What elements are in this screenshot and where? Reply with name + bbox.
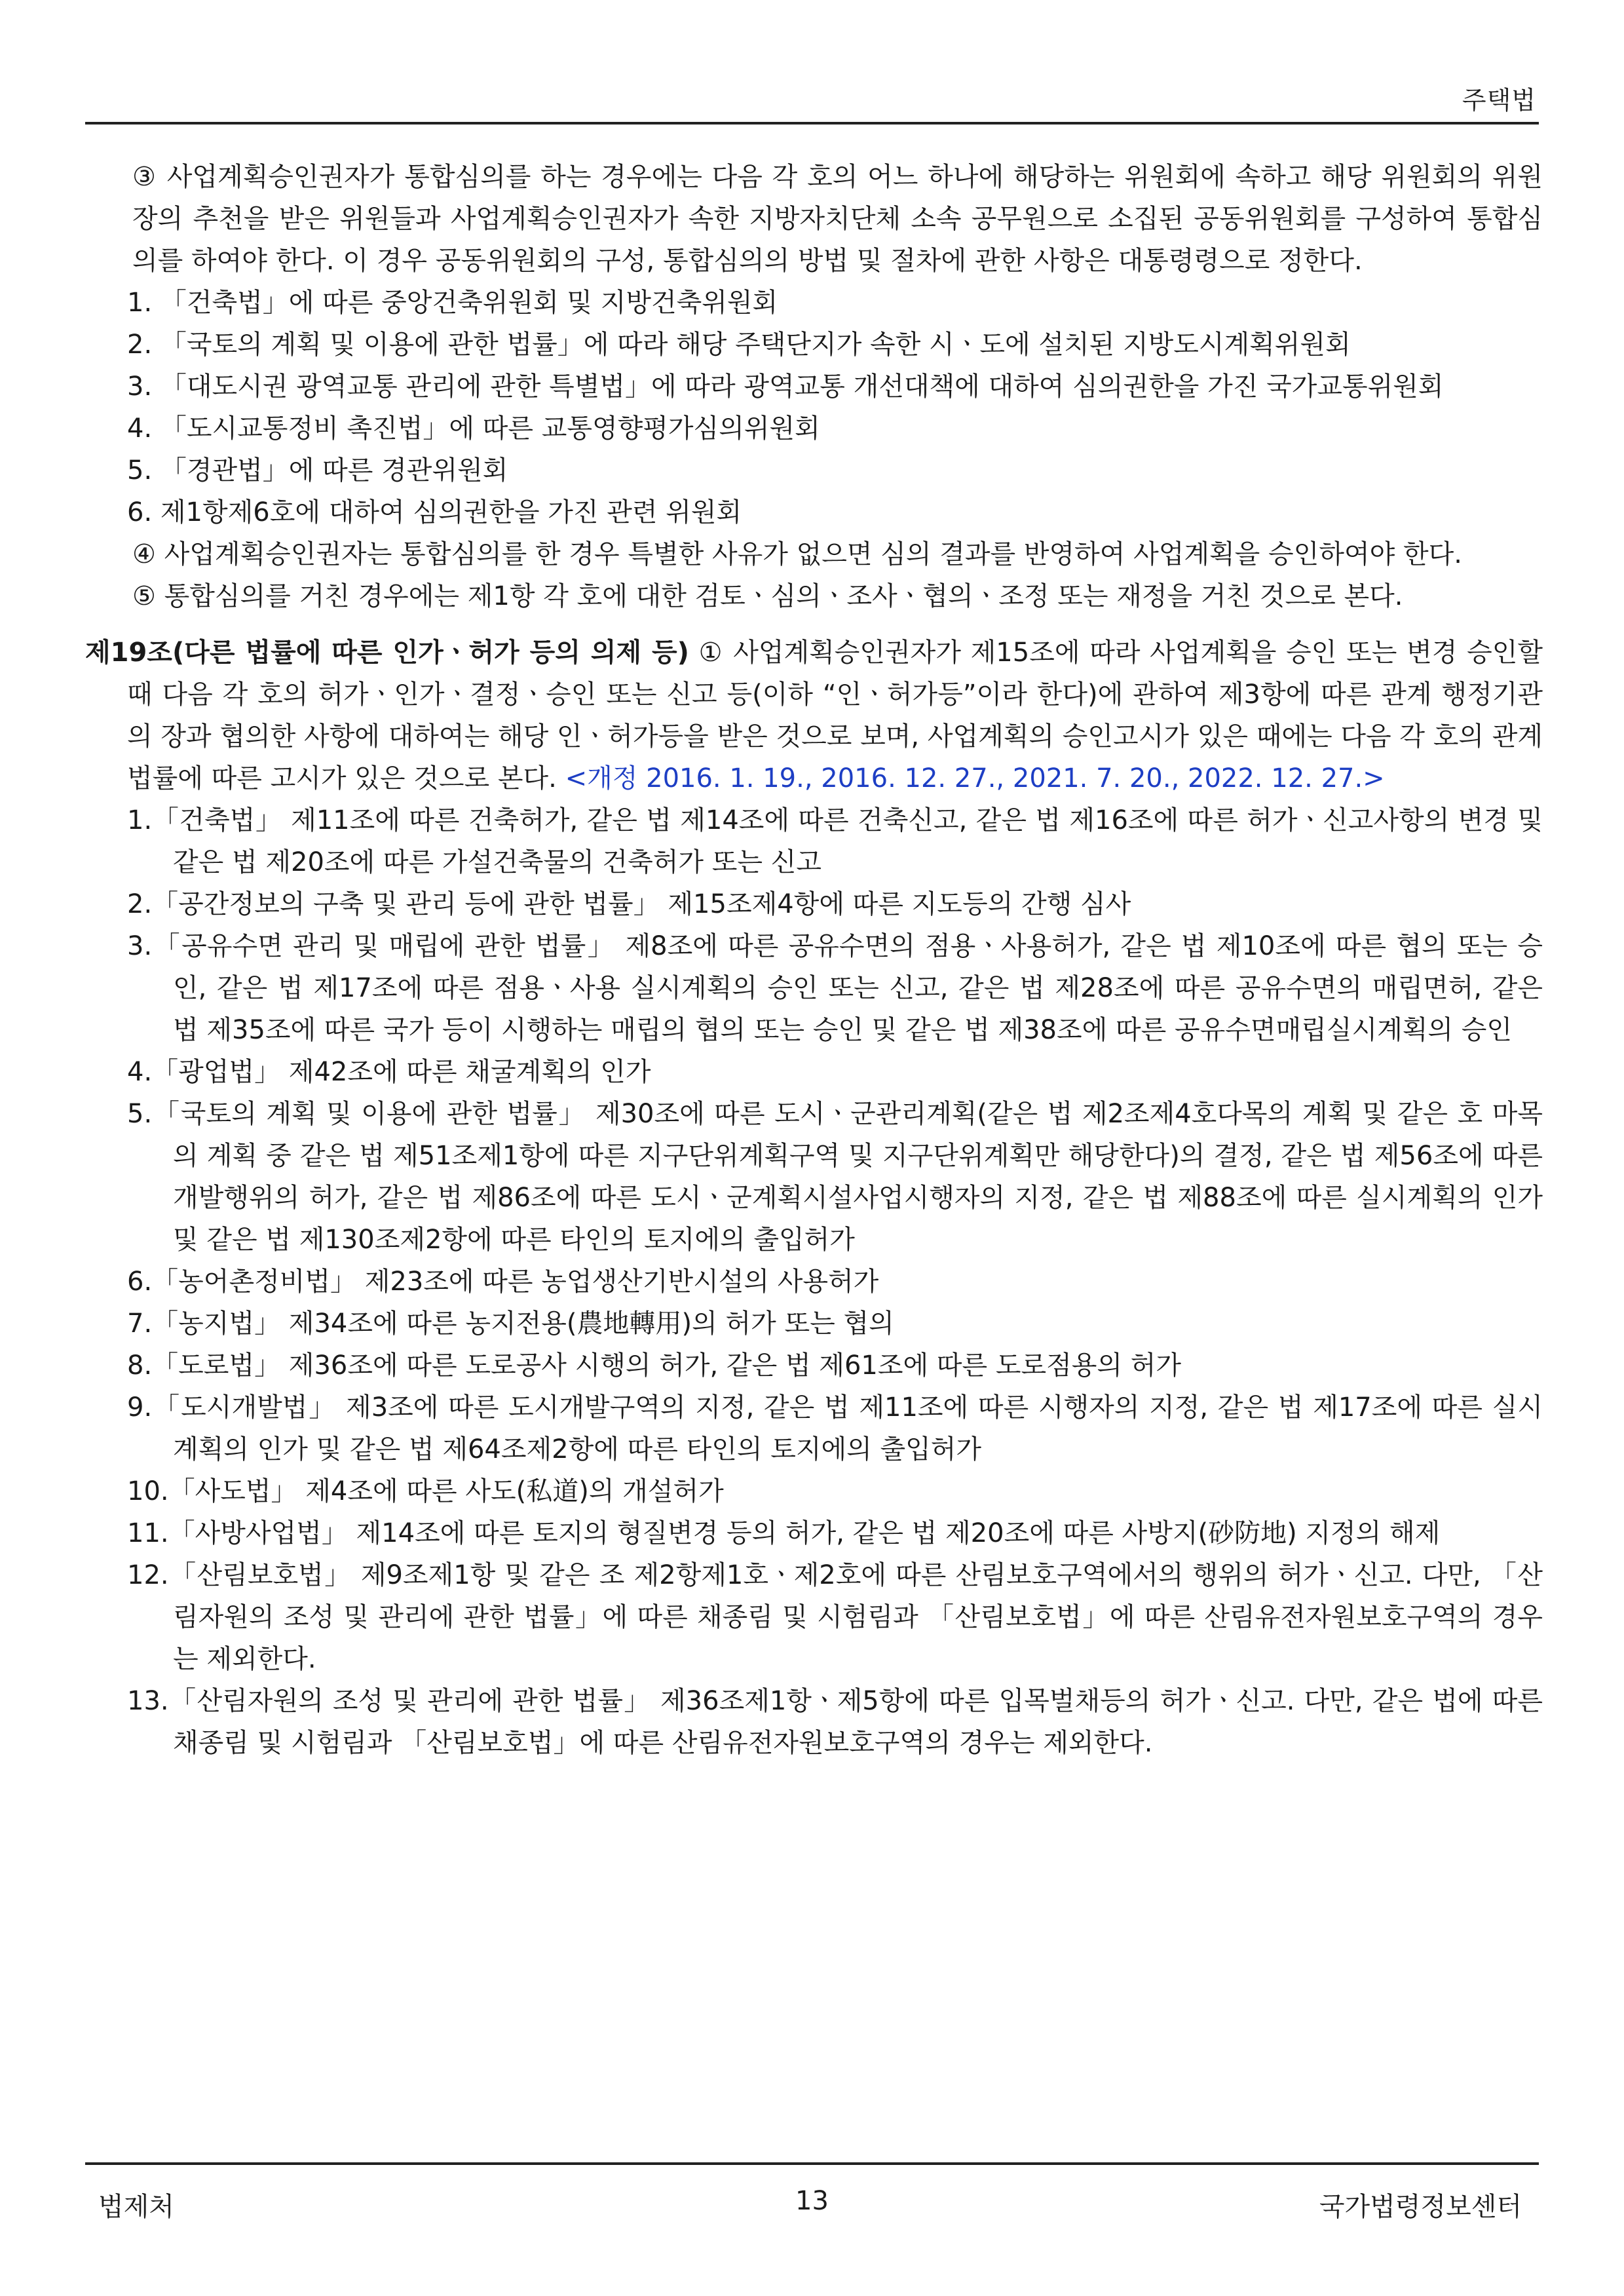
amendment-link[interactable]: <개정 2016. 1. 19., 2016. 12. 27., 2021. 7. 20., 2022. 12. 27.> <box>565 763 1385 794</box>
article-heading: 제19조(다른 법률에 따른 인가ㆍ허가 등의 의제 등) <box>85 638 689 668</box>
paragraph-4: ④ 사업계획승인권자는 통합심의를 한 경우 특별한 사유가 없으면 심의 결과를 반영하여 사업계획을 승인하여야 한다. <box>132 539 1462 569</box>
list-item: 9.「도시개발법」 제3조에 따른 도시개발구역의 지정, 같은 법 제11조에 따른 시행자의 지정, 같은 법 제17조에 따른 실시계획의 인가 및 같은 법 제64조제2항에 따른 타인의 토지에의 출입허가 <box>127 1392 1543 1464</box>
source-name: 국가법령정보센터 <box>1319 2192 1522 2222</box>
list-item: 7.「농지법」 제34조에 따른 농지전용(農地轉用)의 허가 또는 협의 <box>127 1309 894 1339</box>
list-item: 5.「국토의 계획 및 이용에 관한 법률」 제30조에 따른 도시ㆍ군관리계획(같은 법 제2조제4호다목의 계획 및 같은 호 마목의 계획 중 같은 법 제51조제1항에 따른 지구단위계획구역 및 지구단위계획만 해당한다)의 결정, 같은 법 제56조에 따른 개발행위의 허가, 같은 법 제86조에 따른 도시ㆍ군계획시설사업시행자의 지정, 같은 법 제88조에 따른 실시계획의 인가 및 같은 법 제130조제2항에 따른 타인의 토지에의 출입허가 <box>127 1099 1543 1255</box>
list-item: 12.「산림보호법」 제9조제1항 및 같은 조 제2항제1호ㆍ제2호에 따른 산림보호구역에서의 행위의 허가ㆍ신고. 다만, 「산림자원의 조성 및 관리에 관한 법률」에 따른 채종림 및 시험림과 「산림보호법」에 따른 산림유전자원보호구역의 경우는 제외한다. <box>127 1560 1543 1674</box>
publisher-name: 법제처 <box>98 2192 174 2222</box>
list-item: 13.「산림자원의 조성 및 관리에 관한 법률」 제36조제1항ㆍ제5항에 따른 입목벌채등의 허가ㆍ신고. 다만, 같은 법에 따른 채종림 및 시험림과 「산림보호법」에 따른 산림유전자원보호구역의 경우는 제외한다. <box>127 1686 1543 1758</box>
list-item: 1. 「건축법」에 따른 중앙건축위원회 및 지방건축위원회 <box>127 288 778 318</box>
list-item: 3. 「대도시권 광역교통 관리에 관한 특별법」에 따라 광역교통 개선대책에 대하여 심의권한을 가진 국가교통위원회 <box>127 372 1444 402</box>
paragraph-3: ③ 사업계획승인권자가 통합심의를 하는 경우에는 다음 각 호의 어느 하나에 해당하는 위원회에 속하고 해당 위원회의 위원장의 추천을 받은 위원들과 사업계획승인권자가 속한 지방자치단체 소속 공무원으로 소집된 공동위원회를 구성하여 통합심의를 하여야 한다. 이 경우 공동위원회의 구성, 통합심의의 방법 및 절차에 관한 사항은 대통령령으로 정한다. <box>132 162 1543 276</box>
page-header <box>85 77 1539 124</box>
list-item: 3.「공유수면 관리 및 매립에 관한 법률」 제8조에 따른 공유수면의 점용ㆍ사용허가, 같은 법 제10조에 따른 협의 또는 승인, 같은 법 제17조에 따른 점용ㆍ사용 실시계획의 승인 또는 신고, 같은 법 제28조에 따른 공유수면의 매립면허, 같은 법 제35조에 따른 국가 등이 시행하는 매립의 협의 또는 승인 및 같은 법 제38조에 따른 공유수면매립실시계획의 승인 <box>127 931 1543 1045</box>
list-item: 4. 「도시교통정비 촉진법」에 따른 교통영향평가심의위원회 <box>127 413 820 444</box>
article-body: ① 사업계획승인권자가 제15조에 따라 사업계획을 승인 또는 변경 승인할 때 다음 각 호의 허가ㆍ인가ㆍ결정ㆍ승인 또는 신고 등(이하 “인ㆍ허가등”이라 한다)에 관하여 제3항에 따른 관계 행정기관의 장과 협의한 사항에 대하여는 해당 인ㆍ허가등을 받은 것으로 보며, 사업계획의 승인고시가 있은 때에는 다음 각 호의 관계 법률에 따른 고시가 있은 것으로 본다. <box>127 638 1543 794</box>
list-item: 6.「농어촌정비법」 제23조에 따른 농업생산기반시설의 사용허가 <box>127 1267 879 1297</box>
law-title: 주택법 <box>1462 86 1536 115</box>
list-item: 2. 「국토의 계획 및 이용에 관한 법률」에 따라 해당 주택단지가 속한 시ㆍ도에 설치된 지방도시계획위원회 <box>127 330 1351 360</box>
article-19-items <box>85 799 1543 1764</box>
page-footer <box>85 2162 1539 2225</box>
list-item: 11.「사방사업법」 제14조에 따른 토지의 형질변경 등의 허가, 같은 법 제20조에 따른 사방지(砂防地) 지정의 해제 <box>127 1518 1441 1548</box>
list-item: 5. 「경관법」에 따른 경관위원회 <box>127 455 508 486</box>
list-item: 4.「광업법」 제42조에 따른 채굴계획의 인가 <box>127 1057 651 1087</box>
paragraph-3-items <box>85 282 1543 533</box>
article-19 <box>85 632 1543 799</box>
document-body <box>85 156 1543 1764</box>
list-item: 10.「사도법」 제4조에 따른 사도(私道)의 개설허가 <box>127 1476 724 1506</box>
list-item: 2.「공간정보의 구축 및 관리 등에 관한 법률」 제15조제4항에 따른 지도등의 간행 심사 <box>127 889 1131 919</box>
list-item: 6. 제1항제6호에 대하여 심의권한을 가진 관련 위원회 <box>127 497 742 527</box>
list-item: 1.「건축법」 제11조에 따른 건축허가, 같은 법 제14조에 따른 건축신고, 같은 법 제16조에 따른 허가ㆍ신고사항의 변경 및 같은 법 제20조에 따른 가설건축물의 건축허가 또는 신고 <box>127 805 1543 877</box>
paragraph-5: ⑤ 통합심의를 거친 경우에는 제1항 각 호에 대한 검토ㆍ심의ㆍ조사ㆍ협의ㆍ조정 또는 재정을 거친 것으로 본다. <box>132 581 1403 611</box>
list-item: 8.「도로법」 제36조에 따른 도로공사 시행의 허가, 같은 법 제61조에 따른 도로점용의 허가 <box>127 1350 1182 1381</box>
page-number: 13 <box>795 2186 829 2216</box>
